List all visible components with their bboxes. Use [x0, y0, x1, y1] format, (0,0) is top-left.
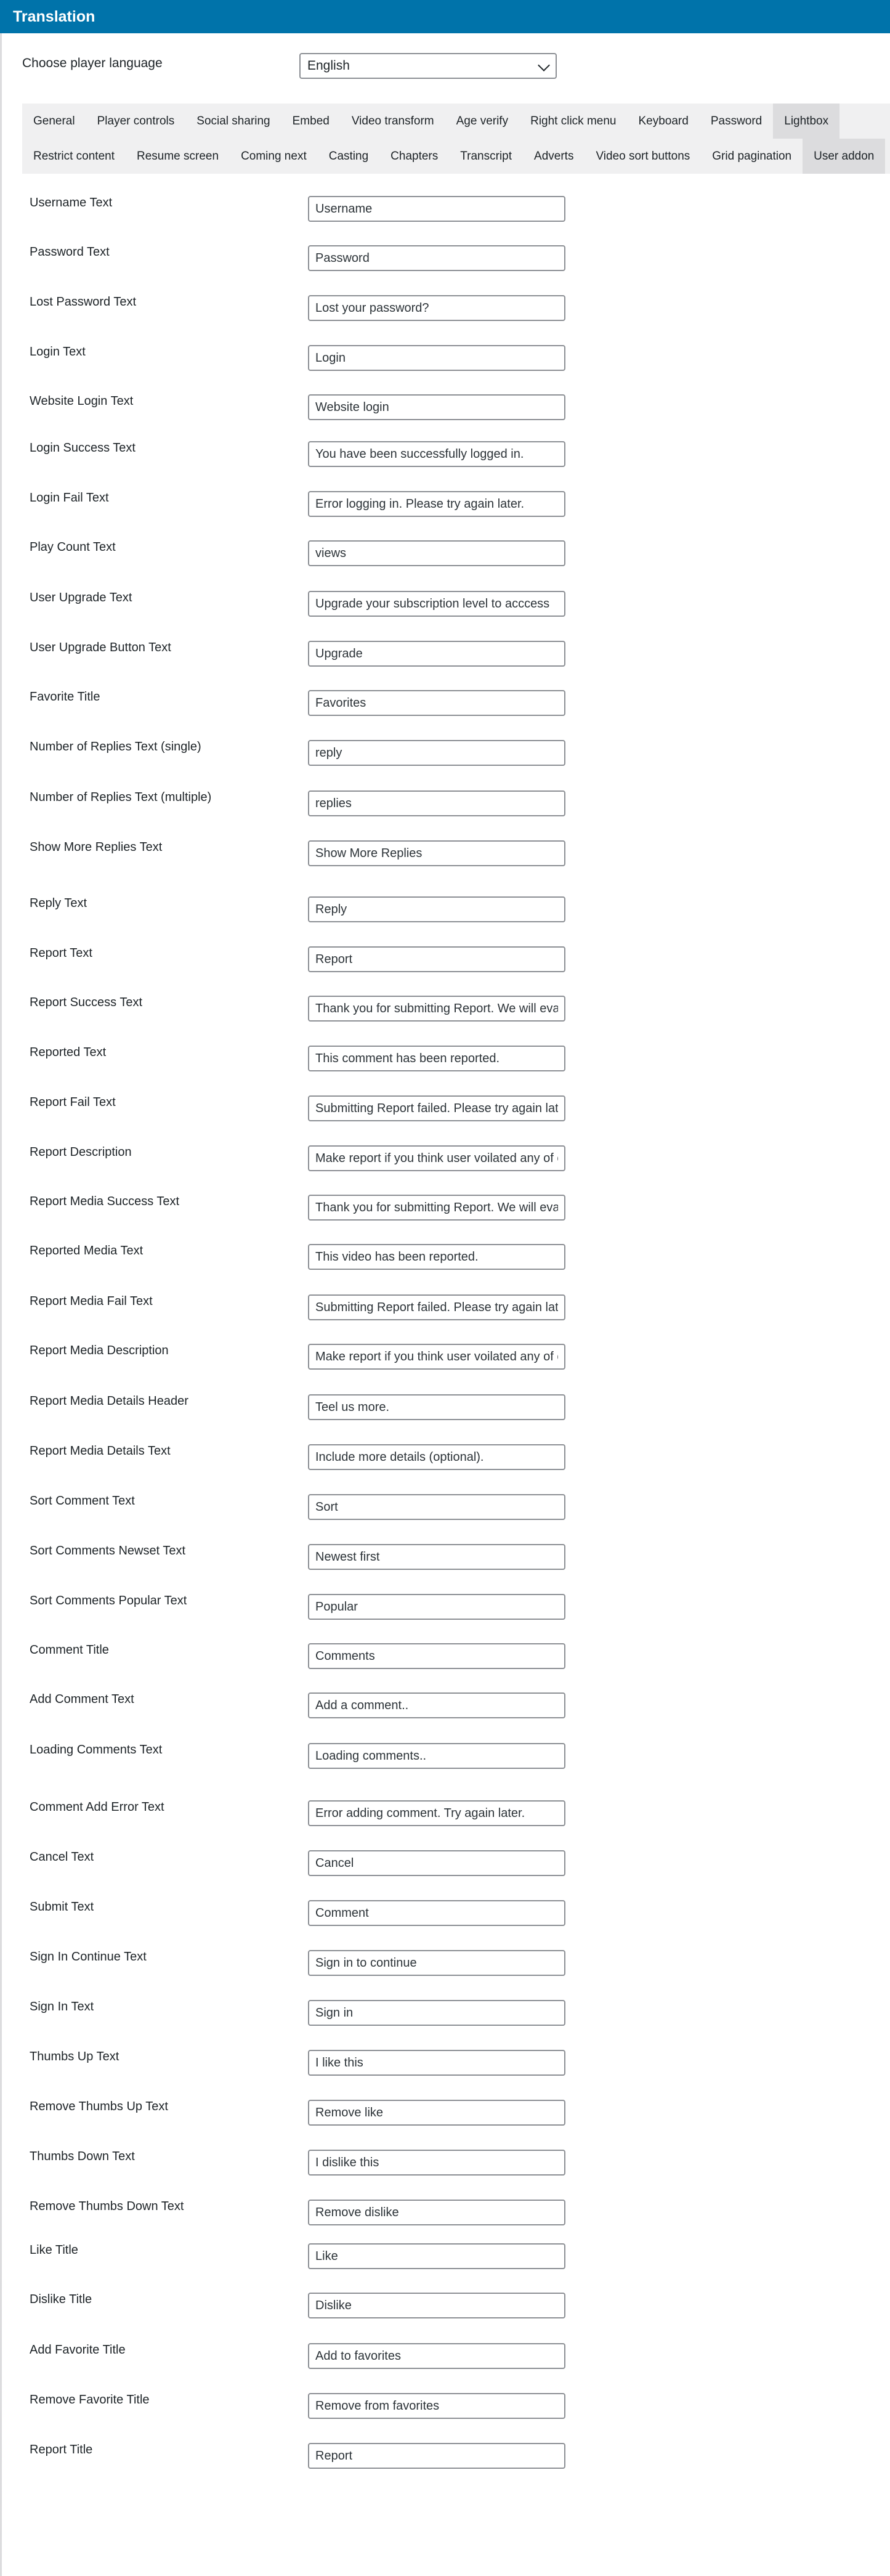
password-text-input[interactable] [308, 245, 565, 271]
field-label: Sort Comment Text [30, 1494, 135, 1508]
tab-embed[interactable]: Embed [292, 115, 330, 128]
remove-favorite-title-input[interactable] [308, 2393, 565, 2419]
field-row-play-count-text [30, 538, 584, 566]
field-row-number-of-replies-text-single [30, 737, 584, 766]
report-text-input[interactable] [308, 946, 565, 972]
field-row-report-fail-text [30, 1093, 584, 1121]
field-label: Username Text [30, 196, 113, 209]
field-label: Submit Text [30, 1900, 94, 1914]
field-row-login-text [30, 343, 584, 371]
field-row-sign-in-continue-text [30, 1948, 584, 1976]
field-label: Sign In Continue Text [30, 1950, 147, 1964]
remove-thumbs-down-text-input[interactable] [308, 2200, 565, 2225]
field-label: Report Success Text [30, 996, 143, 1009]
field-label: Login Fail Text [30, 491, 109, 505]
login-fail-text-input[interactable] [308, 491, 565, 517]
field-row-remove-thumbs-up-text [30, 2097, 584, 2126]
tab-row-2 [22, 139, 885, 174]
field-label: Dislike Title [30, 2293, 92, 2306]
field-row-add-favorite-title [30, 2341, 584, 2369]
field-row-report-success-text [30, 993, 584, 1022]
settings-tabs [22, 104, 890, 174]
language-select[interactable] [299, 53, 557, 79]
tab-social-sharing[interactable]: Social sharing [196, 115, 270, 128]
field-label: Reported Media Text [30, 1244, 144, 1258]
field-row-report-title [30, 2440, 584, 2469]
field-label: Sort Comments Newset Text [30, 1544, 186, 1558]
reported-text-input[interactable] [308, 1046, 565, 1071]
show-more-replies-text-input[interactable] [308, 840, 565, 866]
sort-comment-text-input[interactable] [308, 1494, 565, 1520]
field-label: Cancel Text [30, 1850, 94, 1864]
field-row-thumbs-down-text [30, 2147, 584, 2176]
field-label: Reply Text [30, 896, 87, 910]
submit-text-input[interactable] [308, 1900, 565, 1926]
tab-row-1 [22, 104, 839, 139]
tab-right-click-menu[interactable]: Right click menu [530, 115, 617, 128]
field-label: Thumbs Down Text [30, 2150, 135, 2163]
field-label: Report Media Fail Text [30, 1294, 153, 1308]
field-label: Report Media Details Text [30, 1444, 171, 1458]
field-row-add-comment-text [30, 1690, 584, 1718]
panel-header [0, 0, 890, 33]
field-row-cancel-text [30, 1848, 584, 1876]
field-row-user-upgrade-button-text [30, 638, 584, 667]
language-label: Choose player language [22, 56, 163, 70]
comment-add-error-text-input[interactable] [308, 1800, 565, 1826]
field-label: Report Fail Text [30, 1095, 116, 1109]
field-row-dislike-title [30, 2290, 584, 2318]
tab-coming-next[interactable]: Coming next [241, 150, 307, 163]
report-description-input[interactable] [308, 1145, 565, 1171]
reported-media-text-input[interactable] [308, 1244, 565, 1270]
field-row-thumbs-up-text [30, 2047, 584, 2076]
favorite-title-input[interactable] [308, 690, 565, 716]
field-label: User Upgrade Button Text [30, 641, 171, 654]
number-of-replies-text-multiple-input[interactable] [308, 790, 565, 816]
sign-in-continue-text-input[interactable] [308, 1950, 565, 1976]
tab-video-sort-buttons[interactable]: Video sort buttons [596, 150, 690, 163]
field-label: Report Media Description [30, 1344, 169, 1357]
field-label: Sort Comments Popular Text [30, 1594, 187, 1607]
field-row-website-login-text [30, 392, 584, 420]
field-row-reported-text [30, 1043, 584, 1071]
thumbs-up-text-input[interactable] [308, 2050, 565, 2076]
tab-password[interactable]: Password [710, 115, 763, 128]
field-label: Like Title [30, 2243, 78, 2257]
sort-comments-popular-text-input[interactable] [308, 1594, 565, 1620]
add-comment-text-input[interactable] [308, 1692, 565, 1718]
report-fail-text-input[interactable] [308, 1095, 565, 1121]
field-row-report-media-description [30, 1341, 584, 1370]
report-media-success-text-input[interactable] [308, 1195, 565, 1221]
sort-comments-newset-text-input[interactable] [308, 1544, 565, 1570]
field-label: Sign In Text [30, 2000, 94, 2013]
field-label: Comment Title [30, 1643, 109, 1657]
tab-lightbox[interactable]: Lightbox [773, 104, 839, 139]
field-row-show-more-replies-text [30, 838, 584, 866]
field-label: Add Favorite Title [30, 2343, 126, 2357]
add-favorite-title-input[interactable] [308, 2343, 565, 2369]
field-row-sort-comments-popular-text [30, 1591, 584, 1620]
tab-chapters[interactable]: Chapters [390, 150, 439, 163]
language-row [22, 53, 638, 81]
field-row-user-upgrade-text [30, 588, 584, 617]
field-label: Password Text [30, 245, 110, 259]
field-label: Favorite Title [30, 690, 100, 704]
field-row-report-media-success-text [30, 1192, 584, 1221]
tab-resume-screen[interactable]: Resume screen [137, 150, 219, 163]
field-row-submit-text [30, 1898, 584, 1926]
panel-title: Translation [13, 8, 95, 25]
field-label: Report Text [30, 946, 92, 960]
report-media-details-text-input[interactable] [308, 1444, 565, 1470]
left-border [0, 0, 2, 2576]
field-row-sort-comment-text [30, 1492, 584, 1520]
field-label: Remove Favorite Title [30, 2393, 150, 2407]
field-label: Remove Thumbs Up Text [30, 2100, 168, 2113]
field-row-comment-title [30, 1641, 584, 1669]
field-row-reply-text [30, 894, 584, 922]
tab-adverts[interactable]: Adverts [534, 150, 574, 163]
field-row-comment-add-error-text [30, 1798, 584, 1826]
language-selected-value: English [307, 59, 350, 73]
field-label: Number of Replies Text (single) [30, 740, 201, 754]
tab-transcript[interactable]: Transcript [460, 150, 512, 163]
field-row-loading-comments-text [30, 1741, 584, 1769]
report-success-text-input[interactable] [308, 996, 565, 1022]
field-label: Login Text [30, 345, 86, 359]
field-row-report-media-details-text [30, 1442, 584, 1470]
cancel-text-input[interactable] [308, 1850, 565, 1876]
field-label: Report Media Success Text [30, 1195, 180, 1208]
field-label: Play Count Text [30, 540, 116, 554]
tab-restrict-content[interactable]: Restrict content [33, 150, 115, 163]
field-label: Lost Password Text [30, 295, 137, 309]
field-row-number-of-replies-text-multiple [30, 788, 584, 816]
username-text-input[interactable] [308, 196, 565, 222]
field-row-report-media-fail-text [30, 1292, 584, 1320]
report-media-fail-text-input[interactable] [308, 1294, 565, 1320]
login-success-text-input[interactable] [308, 441, 565, 467]
field-row-login-success-text [30, 439, 584, 467]
like-title-input[interactable] [308, 2243, 565, 2269]
field-row-like-title [30, 2241, 584, 2269]
comment-title-input[interactable] [308, 1643, 565, 1669]
field-row-remove-thumbs-down-text [30, 2197, 584, 2225]
tab-age-verify[interactable]: Age verify [456, 115, 509, 128]
field-row-favorite-title [30, 688, 584, 716]
lost-password-text-input[interactable] [308, 295, 565, 321]
reply-text-input[interactable] [308, 896, 565, 922]
field-row-sign-in-text [30, 1997, 584, 2026]
play-count-text-input[interactable] [308, 540, 565, 566]
field-label: Remove Thumbs Down Text [30, 2200, 184, 2213]
chevron-down-icon [538, 59, 550, 71]
field-label: Login Success Text [30, 441, 136, 455]
tab-general[interactable]: General [33, 115, 75, 128]
field-row-remove-favorite-title [30, 2391, 584, 2419]
tab-player-controls[interactable]: Player controls [97, 115, 175, 128]
tab-casting[interactable]: Casting [328, 150, 369, 163]
field-row-lost-password-text [30, 293, 584, 321]
field-label: Report Title [30, 2443, 93, 2456]
loading-comments-text-input[interactable] [308, 1743, 565, 1769]
field-label: Number of Replies Text (multiple) [30, 790, 212, 804]
field-row-sort-comments-newset-text [30, 1542, 584, 1570]
dislike-title-input[interactable] [308, 2293, 565, 2318]
website-login-text-input[interactable] [308, 394, 565, 420]
tab-video-transform[interactable]: Video transform [351, 115, 434, 128]
login-text-input[interactable] [308, 345, 565, 371]
field-row-report-media-details-header [30, 1392, 584, 1420]
number-of-replies-text-single-input[interactable] [308, 740, 565, 766]
field-row-report-description [30, 1143, 584, 1171]
field-label: Add Comment Text [30, 1692, 134, 1706]
field-label: Comment Add Error Text [30, 1800, 164, 1814]
field-row-password-text [30, 243, 584, 271]
tab-keyboard[interactable]: Keyboard [638, 115, 689, 128]
user-upgrade-button-text-input[interactable] [308, 641, 565, 667]
tab-grid-pagination[interactable]: Grid pagination [712, 150, 792, 163]
field-label: Show More Replies Text [30, 840, 163, 854]
field-label: Loading Comments Text [30, 1743, 163, 1757]
remove-thumbs-up-text-input[interactable] [308, 2100, 565, 2126]
field-label: Reported Text [30, 1046, 107, 1059]
sign-in-text-input[interactable] [308, 2000, 565, 2026]
field-label: Thumbs Up Text [30, 2050, 119, 2063]
field-label: Report Media Details Header [30, 1394, 188, 1408]
field-label: Report Description [30, 1145, 132, 1159]
tab-user-addon[interactable]: User addon [803, 139, 885, 174]
field-row-username-text [30, 193, 584, 222]
report-title-input[interactable] [308, 2443, 565, 2469]
field-row-reported-media-text [30, 1241, 584, 1270]
field-row-report-text [30, 944, 584, 972]
report-media-description-input[interactable] [308, 1344, 565, 1370]
thumbs-down-text-input[interactable] [308, 2150, 565, 2176]
field-label: Website Login Text [30, 394, 134, 408]
field-label: User Upgrade Text [30, 591, 132, 604]
user-upgrade-text-input[interactable] [308, 591, 565, 617]
report-media-details-header-input[interactable] [308, 1394, 565, 1420]
field-row-login-fail-text [30, 489, 584, 517]
